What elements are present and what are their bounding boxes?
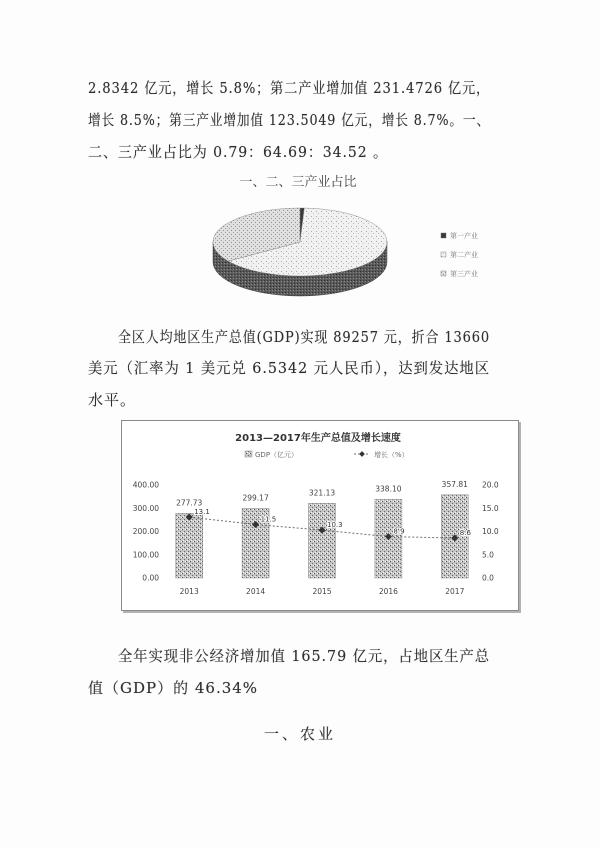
chart-legend [245, 450, 409, 459]
bar-value-label: 338.10 [375, 484, 402, 494]
legend-growth-marker [359, 451, 365, 457]
x-axis-tick-label: 2017 [445, 587, 465, 596]
text-line-content: 全区人均地区生产总值(GDP)实现 89257 元，折合 13660 [118, 328, 490, 346]
text-line [88, 677, 288, 699]
bar-value-label: 299.17 [242, 493, 269, 503]
pie-legend-label-2: 第二产业 [450, 251, 478, 259]
text-line-content: 美元（汇率为 1 美元兑 6.5342 元人民币），达到发达地区 [88, 359, 490, 377]
x-axis-tick-label: 2015 [312, 587, 332, 596]
text-line [88, 77, 490, 99]
x-axis-tick-label: 2014 [246, 587, 266, 596]
bar-value-label: 277.73 [176, 498, 203, 508]
growth-value-label: 8.9 [393, 527, 405, 536]
text-line-content: 水平。 [88, 391, 137, 409]
x-axis-tick-label: 2013 [179, 587, 199, 596]
text-line [88, 357, 490, 379]
pie-legend-label-3: 第三产业 [450, 270, 478, 278]
y2-axis-tick-label: 0.0 [482, 573, 494, 583]
growth-value-label: 8.6 [459, 529, 471, 538]
bar-value-label: 321.13 [308, 488, 336, 498]
pie-slices [213, 208, 387, 276]
text-line [88, 109, 490, 131]
y2-axis-tick-label: 10.0 [482, 527, 499, 536]
y-axis-tick-label: 400.00 [132, 480, 159, 490]
text-line-content: 值（GDP）的 46.34% [88, 679, 259, 697]
growth-value-label: 11.5 [260, 515, 277, 524]
section-heading: 一、农业 [263, 725, 336, 743]
x-axis-tick-label: 2016 [378, 587, 398, 596]
y-axis-tick-label: 300.00 [132, 503, 159, 513]
y-axis-tick-label: 0.00 [142, 573, 159, 583]
y2-axis-tick-label: 5.0 [482, 550, 494, 560]
legend-growth-label: 增长（%） [374, 451, 409, 459]
chart-title: 2013—2017年生产总值及增长速度 [235, 433, 401, 444]
y2-axis-tick-label: 15.0 [482, 503, 499, 513]
gdp-growth-chart-svg [122, 421, 518, 610]
text-line [88, 389, 158, 411]
text-line-content: 二、三产业占比为 0.79：64.69：34.52 。 [88, 143, 388, 161]
pie-legend-swatch-3 [441, 271, 446, 276]
text-line [88, 141, 388, 163]
legend-gdp-label: GDP（亿元） [255, 451, 299, 459]
y2-axis-tick-label: 20.0 [482, 480, 499, 490]
text-line-content: 2.8342 亿元，增长 5.8%；第二产业增加值 231.4726 亿元， [88, 79, 490, 97]
pie-legend-swatch-2 [441, 252, 446, 257]
growth-value-label: 13.1 [194, 508, 210, 517]
pie-legend [441, 231, 478, 278]
text-line [118, 645, 490, 667]
industry-share-pie-chart [195, 190, 500, 310]
text-line-content: 全年实现非公经济增加值 165.79 亿元，占地区生产总 [118, 647, 490, 665]
text-line-content: 增长 8.5%；第三产业增加值 123.5049 亿元，增长 8.7%。一、 [88, 111, 490, 129]
bar-value-label: 357.81 [441, 479, 468, 489]
pie-chart-title: 一、二、三产业占比 [239, 175, 357, 190]
bar-2015 [309, 503, 336, 578]
y-axis-tick-label: 100.00 [132, 550, 159, 560]
y-axis-tick-label: 200.00 [132, 527, 159, 536]
gdp-growth-chart [121, 420, 519, 611]
growth-value-label: 10.3 [327, 521, 343, 530]
pie-legend-swatch-1 [441, 233, 446, 238]
text-line [118, 326, 490, 348]
bar-2013 [176, 513, 203, 578]
pie-legend-label-1: 第一产业 [450, 232, 478, 240]
legend-gdp-swatch [245, 451, 252, 457]
